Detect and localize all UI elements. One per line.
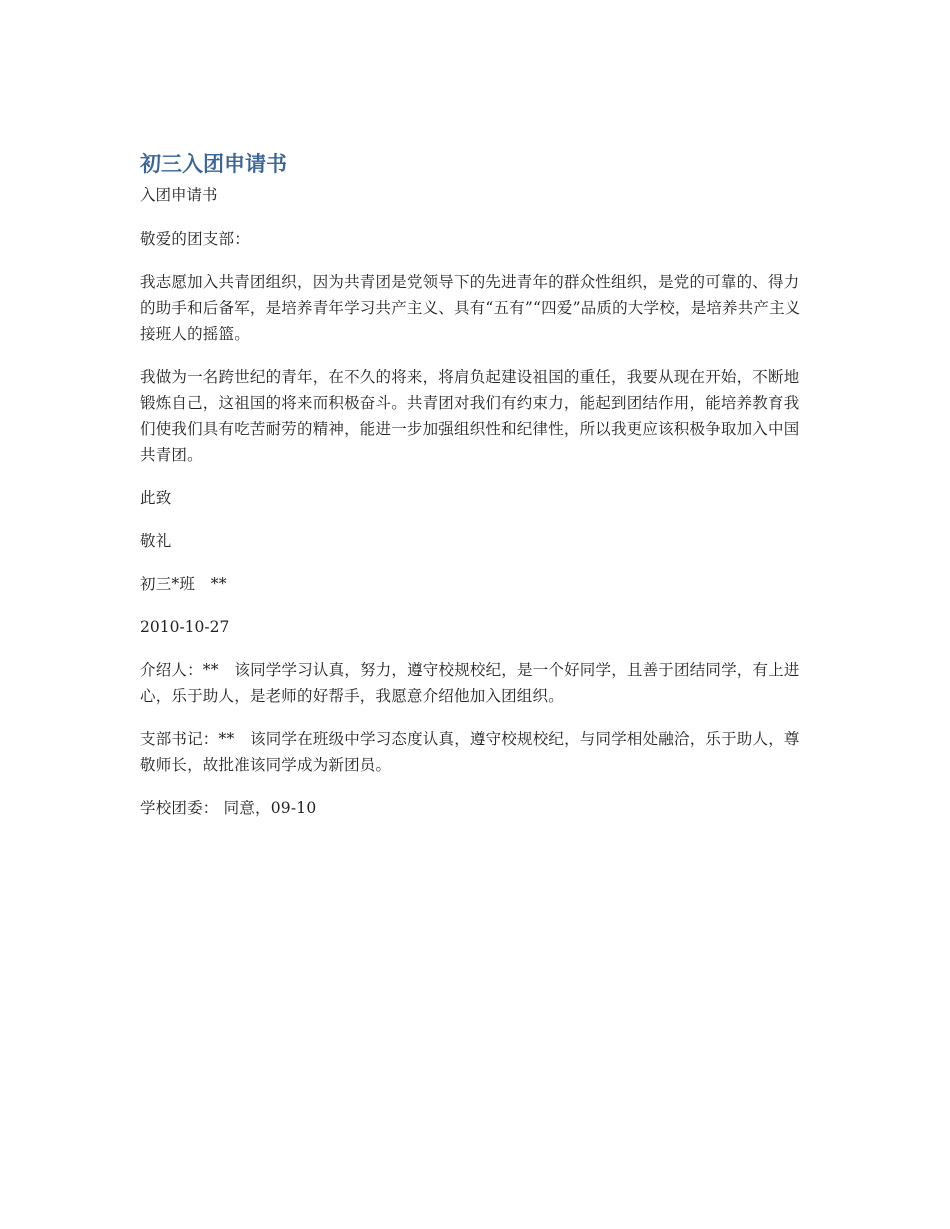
document-title: 初三入团申请书 [140, 152, 287, 176]
document-subtitle: 入团申请书 [140, 186, 218, 204]
date: 2010-10-27 [140, 618, 230, 636]
committee-comment: 学校团委： 同意，09-10 [140, 799, 317, 817]
closing-cizhi: 此致 [140, 489, 172, 507]
secretary-comment: 支部书记：** 该同学在班级中学习态度认真，遵守校规校纪，与同学相处融洽，乐于助人，尊敬师长，故批准该同学成为新团员。 [140, 730, 800, 774]
body-paragraph-1: 我志愿加入共青团组织，因为共青团是党领导下的先进青年的群众性组织，是党的可靠的、得力的助手和后备军，是培养青年学习共产主义、具有“五有”“四爱”品质的大学校，是培养共产主义接班人的摇篮。 [140, 273, 801, 343]
introducer-comment: 介绍人：** 该同学学习认真，努力，遵守校规校纪，是一个好同学，且善于团结同学，有上进心，乐于助人，是老师的好帮手，我愿意介绍他加入团组织。 [140, 661, 800, 705]
signature: 初三*班 ** [140, 575, 227, 593]
document-page [140, 148, 812, 838]
salutation: 敬爱的团支部： [140, 230, 250, 248]
body-paragraph-2: 我做为一名跨世纪的青年，在不久的将来，将肩负起建设祖国的重任，我要从现在开始，不断地锻炼自己，这祖国的将来而积极奋斗。共青团对我们有约束力，能起到团结作用，能培养教育我们使我们具有吃苦耐劳的精神，能进一步加强组织性和纪律性，所以我更应该积极争取加入中国共青团。 [140, 368, 800, 464]
closing-jingli: 敬礼 [140, 532, 172, 550]
